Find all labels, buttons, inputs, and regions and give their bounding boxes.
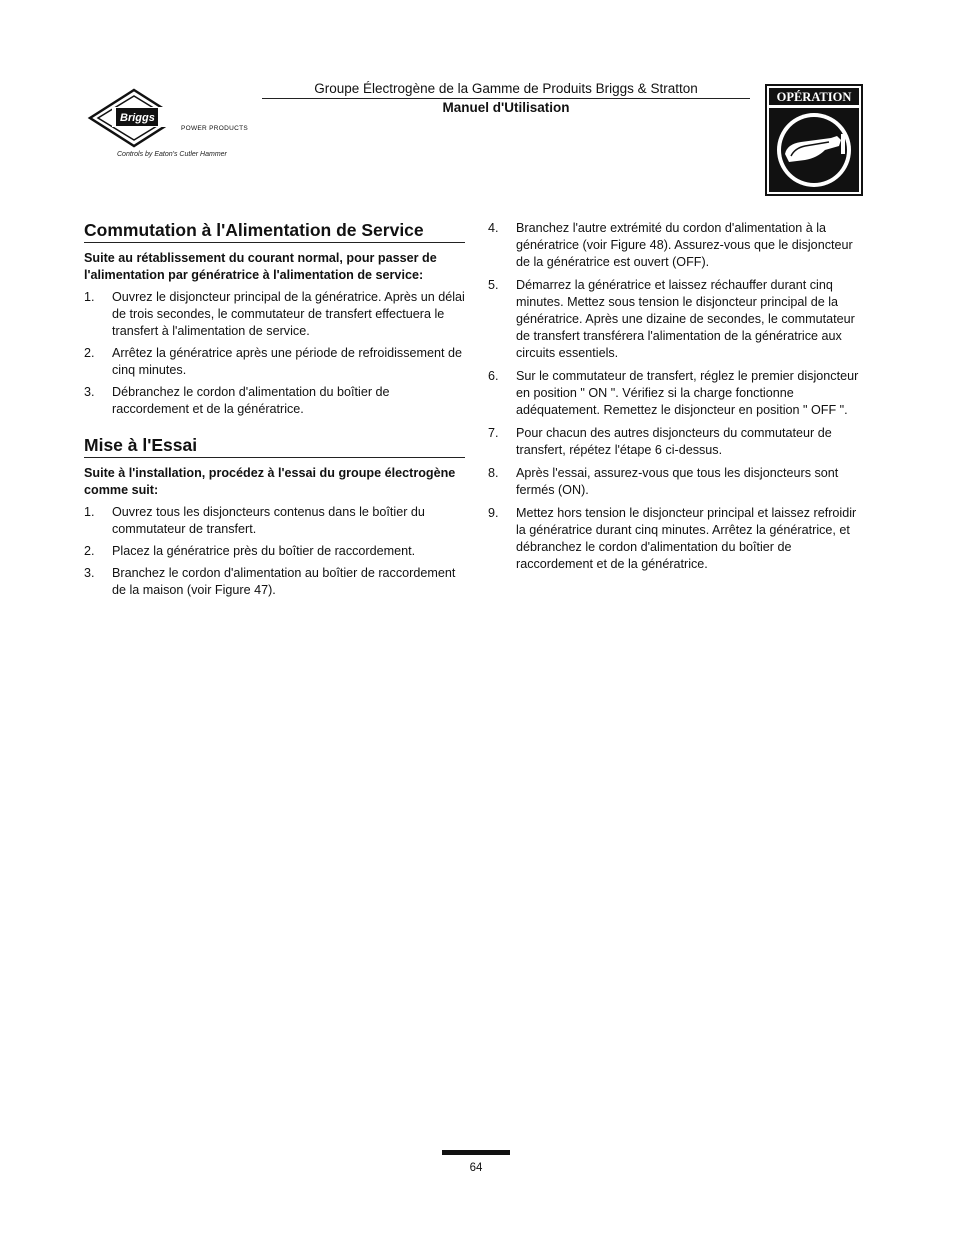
list-item: 3. Débranchez le cordon d'alimentation du boîtier de raccordement et de la génératrice. — [84, 385, 390, 416]
steps-commutation — [84, 289, 465, 418]
list-item: 4. Branchez l'autre extrémité du cordon d'alimentation à la génératrice (voir Figure 48). Assurez-vous que le disjoncteur de la génératrice est ouvert (OFF). — [488, 221, 853, 269]
badge-label: OPÉRATION — [776, 90, 852, 104]
steps-essai-part1 — [84, 504, 465, 599]
heading-essai: Mise à l'Essai — [84, 435, 465, 458]
intro-commutation: Suite au rétablissement du courant normal, pour passer de l'alimentation par génératrice à l'alimentation de service: — [84, 251, 437, 282]
list-item: 5. Démarrez la génératrice et laissez réchauffer durant cinq minutes. Mettez sous tension le disjoncteur principal de la génératrice. Après une dizaine de secondes, le commutateur de transfert transférera l'alimentation de la génératrice aux circuits essentiels. — [488, 278, 855, 360]
logo-text: Briggs & Stratton — [120, 112, 212, 124]
header-divider — [262, 98, 750, 99]
page-number: 64 — [469, 1162, 483, 1174]
list-item: 1. Ouvrez tous les disjoncteurs contenus dans le boîtier du commutateur de transfert. — [84, 505, 425, 536]
logo-subtext: POWER PRODUCTS — [181, 125, 249, 132]
heading-commutation: Commutation à l'Alimentation de Service — [84, 220, 465, 243]
list-item: 2. Placez la génératrice près du boîtier de raccordement. — [84, 544, 416, 558]
document-title: Groupe Électrogène de la Gamme de Produits Briggs & Stratton — [314, 81, 698, 96]
list-item: 9. Mettez hors tension le disjoncteur principal et laissez refroidir la génératrice durant cinq minutes. Arrêtez la génératrice, et débranchez le cordon d'alimentation du boîtier de raccordement et de la génératrice. — [488, 506, 857, 571]
list-item: 2. Arrêtez la génératrice après une période de refroidissement de cinq minutes. — [84, 346, 463, 377]
list-item: 3. Branchez le cordon d'alimentation au boîtier de raccordement de la maison (voir Figure 47). — [84, 566, 456, 597]
operation-badge — [765, 84, 863, 196]
right-column — [488, 220, 862, 573]
document-subtitle: Manuel d'Utilisation — [442, 100, 570, 115]
steps-essai-part2 — [488, 220, 862, 573]
list-item: 1. Ouvrez le disjoncteur principal de la génératrice. Après un délai de trois secondes, le commutateur de transfert effectuera le transfert à l'alimentation de service. — [84, 290, 465, 338]
list-item: 8. Après l'essai, assurez-vous que tous les disjoncteurs sont fermés (ON). — [488, 466, 839, 497]
operation-hand-icon — [765, 84, 863, 196]
left-column — [84, 220, 465, 599]
list-item: 7. Pour chacun des autres disjoncteurs du commutateur de transfert, répétez l'étape 6 ci-dessus. — [488, 426, 832, 457]
logo-tagline: Controls by Eaton's Cutler Hammer — [117, 151, 227, 158]
intro-essai: Suite à l'installation, procédez à l'essai du groupe électrogène comme suit: — [84, 466, 456, 497]
page-marker-line — [442, 1154, 510, 1155]
logo-diamond-icon — [86, 88, 256, 148]
list-item: 6. Sur le commutateur de transfert, réglez le premier disjoncteur en position " ON ". Vérifiez si la charge fonctionne adéquatement. Remettez le disjoncteur en position " OFF ". — [488, 369, 859, 417]
